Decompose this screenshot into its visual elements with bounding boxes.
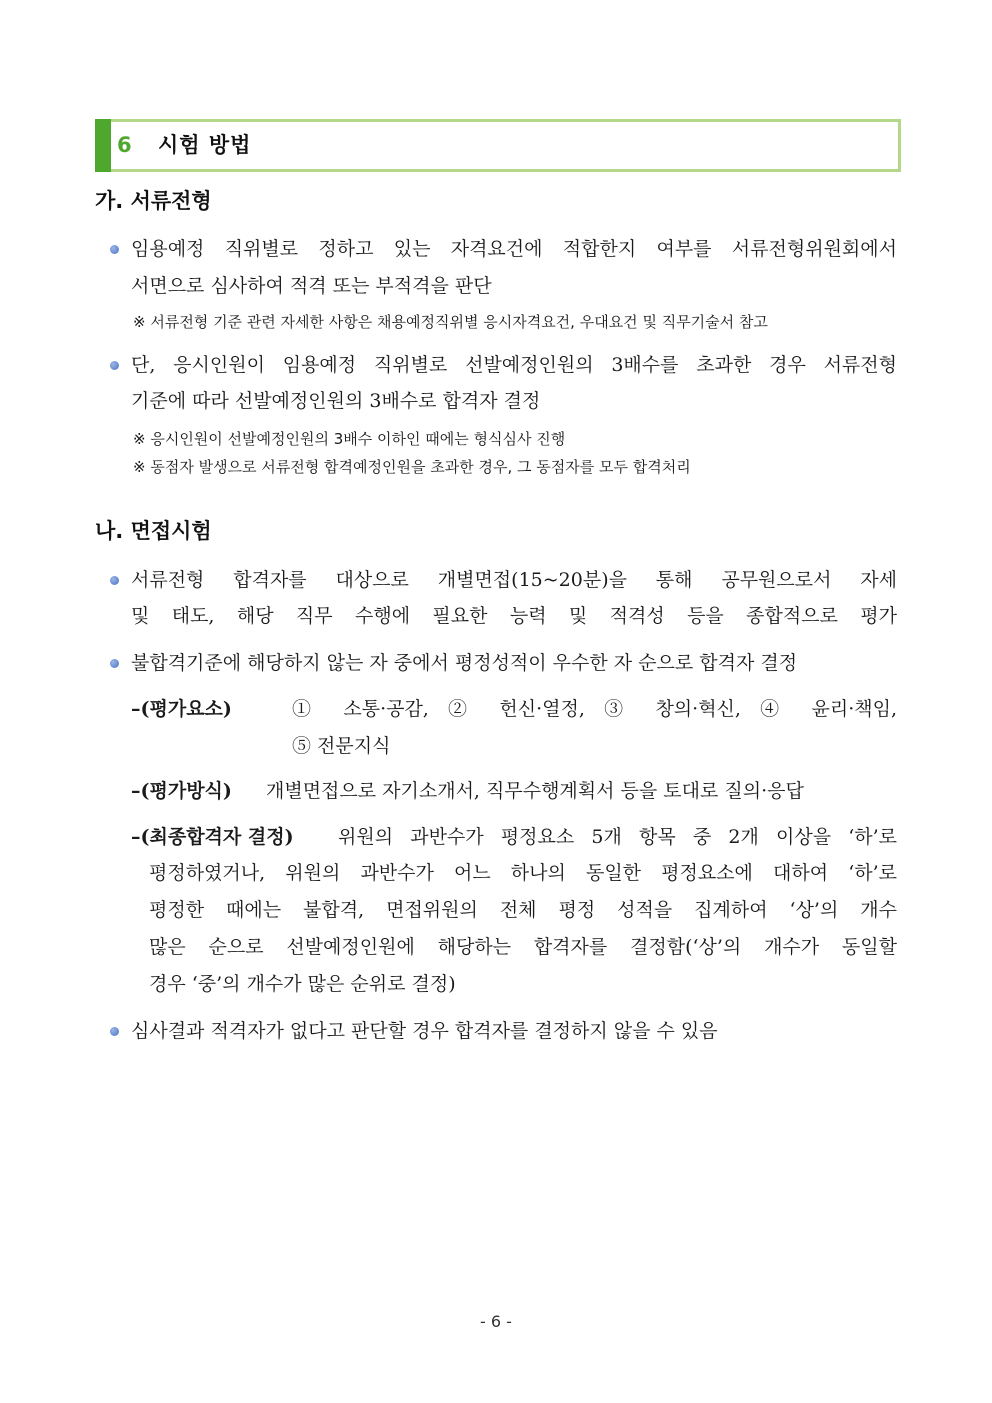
paragraph-line: 단, 응시인원이 임용예정 직위별로 선발예정인원의 3배수를 초과한 경우 서류전형 (131, 354, 897, 376)
paragraph-line: 기준에 따라 선발예정인원의 3배수로 합격자 결정 (131, 390, 541, 412)
note-line: ※ 서류전형 기준 관련 자세한 사항은 채용예정직위별 응시자격요건, 우대요건 및 직무기술서 참고 (133, 313, 768, 331)
item-text: 평정한 때에는 불합격, 면접위원의 전체 평정 성적을 집계하여 ‘상’의 개수 (149, 899, 897, 921)
item-label-evaluation-method: –(평가방식) (131, 780, 232, 802)
item-text: ① 소통·공감, ② 헌신·열정, ③ 창의·혁신, ④ 윤리·책임, (292, 698, 897, 720)
bullet-icon (110, 576, 119, 585)
paragraph-line: 임용예정 직위별로 정하고 있는 자격요건에 적합한지 여부를 서류전형위원회에서 (131, 238, 897, 260)
item-text: 많은 순으로 선발예정인원에 해당하는 합격자를 결정함(‘상’의 개수가 동일할 (149, 936, 897, 958)
item-text: 개별면접으로 자기소개서, 직무수행계획서 등을 토대로 질의·응답 (266, 780, 804, 802)
bullet-icon (110, 245, 119, 254)
note-line: ※ 응시인원이 선발예정인원의 3배수 이하인 때에는 형식심사 진행 (133, 430, 566, 448)
subheading-document-screening: 가. 서류전형 (95, 189, 212, 213)
paragraph-line: 불합격기준에 해당하지 않는 자 중에서 평정성적이 우수한 자 순으로 합격자 결정 (131, 652, 798, 674)
item-text: 경우 ‘중’의 개수가 많은 순위로 결정) (149, 973, 456, 995)
item-text: 평정하였거나, 위원의 과반수가 어느 하나의 동일한 평정요소에 대하여 ‘하’로 (149, 862, 897, 884)
paragraph-line: 및 태도, 해당 직무 수행에 필요한 능력 및 적격성 등을 종합적으로 평가 (131, 605, 897, 627)
item-label-evaluation-factors: –(평가요소) (131, 698, 232, 720)
section-title: 시험 방법 (158, 133, 252, 157)
paragraph-line: 심사결과 적격자가 없다고 판단할 경우 합격자를 결정하지 않을 수 있음 (131, 1020, 718, 1042)
subheading-interview: 나. 면접시험 (95, 519, 212, 543)
note-line: ※ 동점자 발생으로 서류전형 합격예정인원을 초과한 경우, 그 동점자를 모두 합격처리 (133, 458, 691, 476)
paragraph-line: 서류전형 합격자를 대상으로 개별면접(15~20분)을 통해 공무원으로서 자세 (131, 569, 897, 591)
bullet-icon (110, 1027, 119, 1036)
section-number: 6 (117, 133, 132, 157)
section-header-accent (95, 119, 111, 172)
item-text: 위원의 과반수가 평정요소 5개 항목 중 2개 이상을 ‘하’로 (338, 826, 897, 848)
item-text: ⑤ 전문지식 (292, 735, 391, 757)
bullet-icon (110, 361, 119, 370)
item-label-final-decision: –(최종합격자 결정) (131, 826, 294, 848)
paragraph-line: 서면으로 심사하여 적격 또는 부적격을 판단 (131, 275, 492, 297)
bullet-icon (110, 659, 119, 668)
page-number: - 6 - (480, 1312, 512, 1331)
